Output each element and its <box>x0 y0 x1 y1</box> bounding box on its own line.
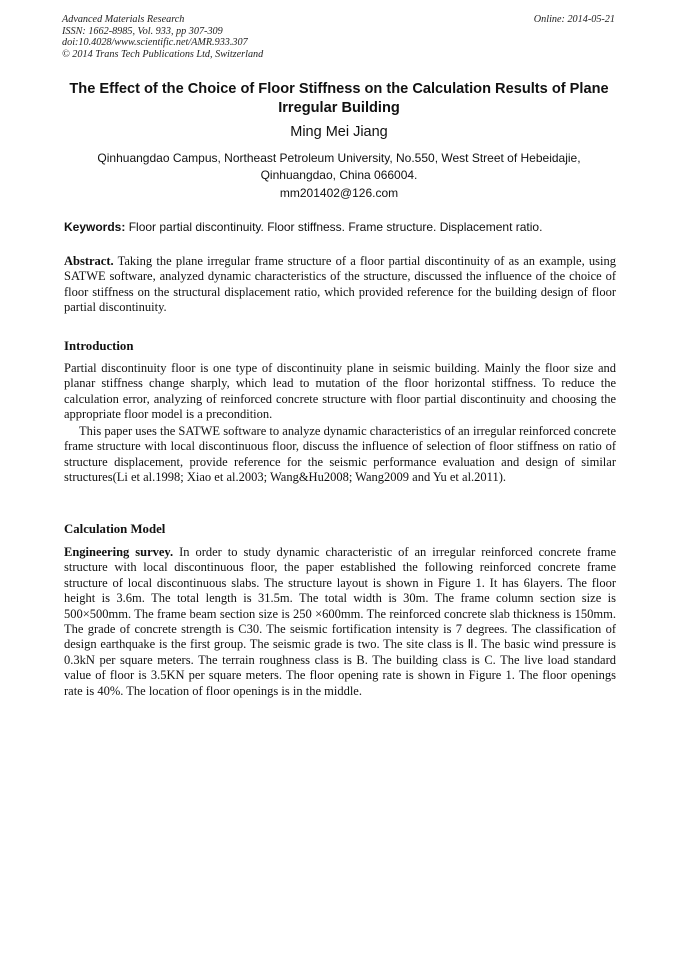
issn-line: ISSN: 1662-8985, Vol. 933, pp 307-309 <box>62 25 223 37</box>
keywords-label: Keywords: <box>64 220 126 234</box>
author-email: mm201402@126.com <box>279 186 399 200</box>
copyright-line: © 2014 Trans Tech Publications Ltd, Switzerland <box>62 48 264 60</box>
abstract-text: Taking the plane irregular frame structure of a floor partial discontinuity of as an example, using SATWE software, analyzed dynamic characteristics of the structure, discussed the influence of the choice of floor stiffness on the structural displacement ratio, which provided reference for the building design of floor partial discontinuity. <box>64 254 617 315</box>
online-date: Online: 2014-05-21 <box>533 14 615 25</box>
keywords <box>64 220 616 234</box>
doi-line: doi:10.4028/www.scientific.net/AMR.933.307 <box>62 37 248 49</box>
journal-header <box>62 14 263 60</box>
introduction-paragraph-2: This paper uses the SATWE software to analyze dynamic characteristics of an irregular reinforced concrete frame structure with local discontinuous floor, discuss the influence of selection of floor stiffness on ratio of structure displacement, provide reference for the seismic performance evaluation and design of similar structures(Li et al.1998; Xiao et al.2003; Wang&Hu2008; Wang2009 and Yu et al.2011). <box>64 424 616 485</box>
abstract <box>64 254 616 316</box>
introduction-heading: Introduction <box>64 339 134 353</box>
author-name: Ming Mei Jiang <box>290 124 388 140</box>
introduction-paragraph-1: Partial discontinuity floor is one type of discontinuity plane in seismic building. Mainly the floor size and planar stiffness change sharply, which lead to mutation of the floor horizontal stiffness. To reduce the calculation error, analyzing of reinforced concrete structure with floor partial discontinuity and choosing the appropriate floor model is a precondition. <box>64 361 616 422</box>
calculation-model-heading: Calculation Model <box>64 522 166 536</box>
paper-title: The Effect of the Choice of Floor Stiffness on the Calculation Results of Plane Irregular Building <box>69 81 609 116</box>
engineering-survey-paragraph <box>64 545 616 699</box>
keywords-text: Floor partial discontinuity. Floor stiffness. Frame structure. Displacement ratio. <box>128 220 543 234</box>
engineering-survey-label: Engineering survey. <box>64 545 174 559</box>
affiliation: Qinhuangdao Campus, Northeast Petroleum University, No.550, West Street of Hebeidajie, Qinhuangdao, China 066004. <box>97 151 581 182</box>
journal-name: Advanced Materials Research <box>62 14 185 25</box>
abstract-label: Abstract. <box>64 254 114 268</box>
engineering-survey-text: In order to study dynamic characteristic of an irregular reinforced concrete frame structure with local discontinuous floor, the paper established the following reinforced concrete frame structure of local discontinuous slabs. The structure layout is shown in Figure 1. It has 6layers. The floor height is 3.6m. The total length is 31.5m. The total width is 30m. The frame column section size is 500×500mm. The frame beam section size is 250 ×600mm. The reinforced concrete slab thickness is 150mm. The grade of concrete strength is C30. The seismic fortification intensity is 7 degrees. The classification of design earthquake is the first group. The seismic grade is two. The site class is Ⅱ. The basic wind pressure is 0.3kN per square meters. The terrain roughness class is B. The building class is C. The live load standard value of floor is 3.5KN per square meters. The floor opening rate is shown in Figure 1. The floor openings rate is 40%. The location of floor openings is in the middle. <box>64 545 617 698</box>
